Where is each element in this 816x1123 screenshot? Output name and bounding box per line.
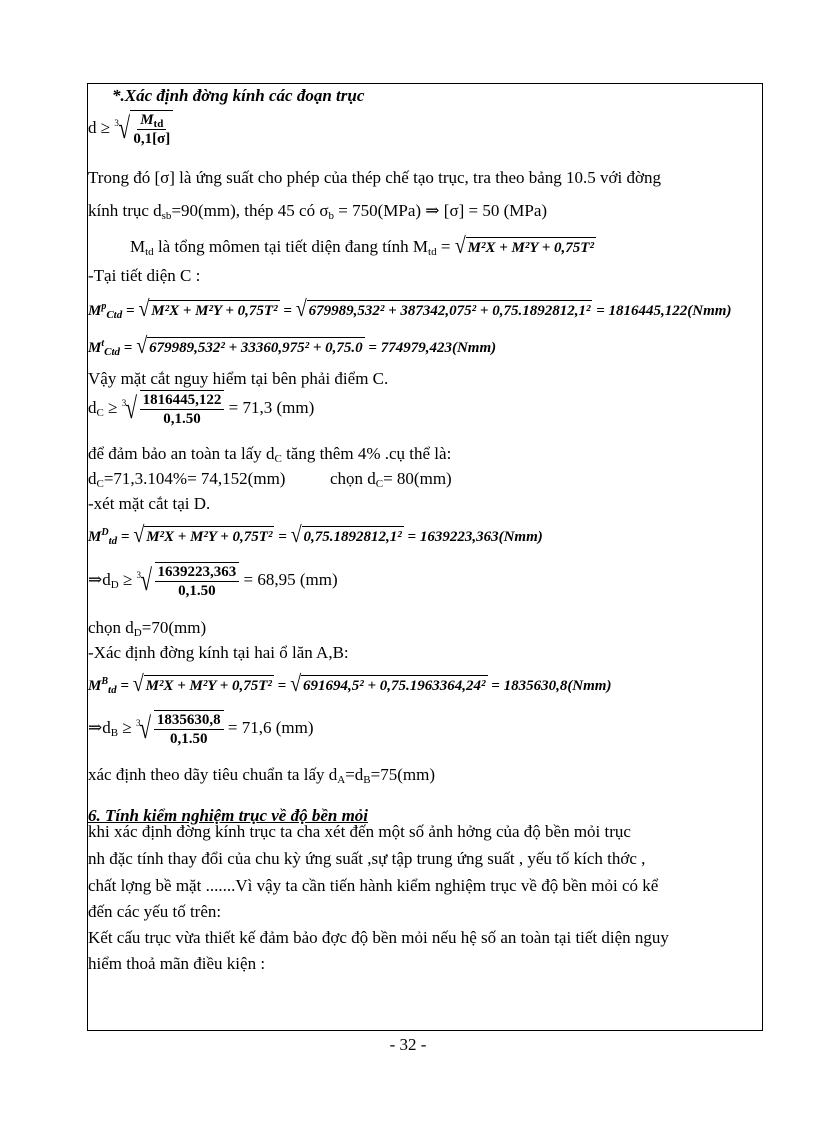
section-heading: *.Xác định đờng kính các đoạn trục bbox=[112, 86, 365, 105]
dc-calc-line: $d_C=71,3.104\%= 74,152(mm)$ chọn $d_C= 80(mm)$ bbox=[88, 469, 452, 490]
mtd-definition: $M_{td}$ là tổng mômen tại tiết diện đang tính $M_{td}$ = √ M²X + M²Y + 0,75T² bbox=[130, 233, 594, 259]
paragraph-line: chất lợng bề mặt .......Vì vậy ta cần tiến hành kiểm nghiệm trục về độ bền mỏi có kể bbox=[88, 876, 659, 895]
section-b-label: -Xác định đờng kính tại hai ổ lăn A,B: bbox=[88, 643, 349, 662]
dd-formula: $\Rightarrow d_D$ ≥ 3 √ $\frac{1639223,363}{0,1.50}$ = 68,95 (mm) bbox=[88, 564, 338, 599]
safety-line: để đảm bảo an toàn ta lấy $d_C$ tăng thêm 4% .cụ thể là: bbox=[88, 444, 452, 465]
page-number: - 32 - bbox=[389, 1035, 427, 1054]
section6-heading: 6. Tính kiểm nghiệm trục về độ bền mỏi bbox=[88, 806, 369, 825]
paragraph-line: đến các yếu tố trên: bbox=[88, 902, 222, 921]
equation-md-td: $M^D_{td}$ = √ M²X + M²Y + 0,75T² = √ 0,75.1892812,1² = 1639223,363(Nmm) bbox=[88, 522, 543, 548]
paragraph-line: Kết cấu trục vừa thiết kế đảm bảo đợc độ bền mỏi nếu hệ số an toàn tại tiết diện nguy bbox=[88, 928, 669, 947]
paragraph-line: khi xác định đờng kính trục ta cha xét đến một số ảnh hởng của độ bền mỏi trục bbox=[88, 822, 631, 841]
d-label: d ≥ bbox=[88, 117, 111, 137]
diameter-formula bbox=[88, 110, 173, 148]
conclusion-c: Vậy mặt cắt nguy hiểm tại bên phải điểm C. bbox=[88, 369, 389, 388]
section-d-label: -xét mặt cắt tại D. bbox=[88, 494, 211, 513]
paragraph-line: hiểm thoả mãn điều kiện : bbox=[88, 954, 266, 973]
dc-formula: $d_C$ ≥ 3 √ $\frac{1816445,122}{0,1.50}$ = 71,3 (mm) bbox=[88, 392, 315, 427]
choose-dd: chọn $d_D=70(mm)$ bbox=[88, 618, 207, 639]
formula-fraction: $\frac{M_{td}}{0,1[\sigma]}$ bbox=[130, 110, 173, 148]
cube-root: 3 √ $\frac{M_{td}}{0,1[\sigma]}$ bbox=[114, 110, 173, 148]
db-formula: $\Rightarrow d_B$ ≥ 3 √ $\frac{1835630,8}{0,1.50}$ = 71,6 (mm) bbox=[88, 712, 314, 747]
equation-mp-ctd: $M^p_{Ctd}$ = √ M²X + M²Y + 0,75T² = √ 679989,532² + 387342,075² + 0,75.1892812,1² = 1816445,122(Nmm) bbox=[88, 296, 732, 322]
section-c-label: -Tại tiết diện C : bbox=[88, 266, 201, 285]
paragraph-line: Trong đó [σ] là ứng suất cho phép của thép chế tạo trục, tra theo bảng 10.5 với đờng bbox=[88, 168, 661, 187]
paragraph-line: kính trục $d_{sb}=90(mm)$, thép 45 có $\sigma_b = 750(MPa)$ ⇒ [σ] = 50 (MPa) bbox=[88, 201, 548, 222]
standard-line: xác định theo dãy tiêu chuẩn ta lấy $d_A=d_B=75(mm)$ bbox=[88, 765, 435, 786]
equation-mb-td: $M^B_{td}$ = √ M²X + M²Y + 0,75T² = √ 691694,5² + 0,75.1963364,24² = 1835630,8(Nmm) bbox=[88, 671, 612, 697]
equation-mt-ctd: $M^t_{Ctd}$ = √ 679989,532² + 33360,975² + 0,75.0 = 774979,423(Nmm) bbox=[88, 333, 497, 359]
paragraph-line: nh đặc tính thay đổi của chu kỳ ứng suất ,sự tập trung ứng suất , yếu tố kích thớc , bbox=[88, 849, 646, 868]
